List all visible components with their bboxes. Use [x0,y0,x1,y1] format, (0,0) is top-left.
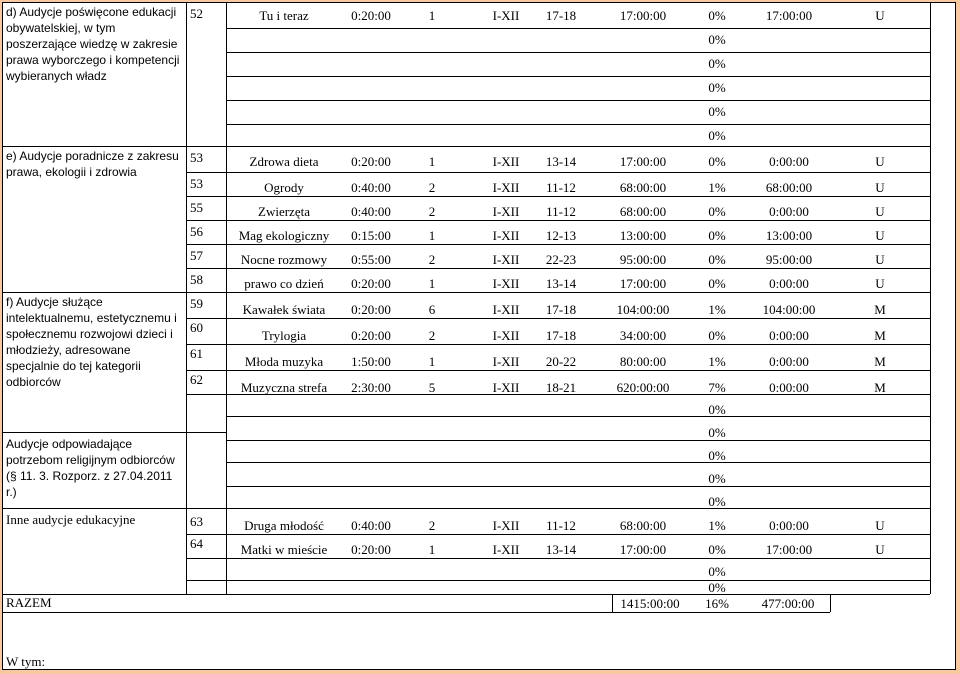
column-divider [226,2,227,594]
program-months: I-XII [492,228,520,243]
program-duration: 1:50:00 [351,354,391,369]
program-total-premiere: 17:00:00 [765,8,813,23]
empty-pct: 0% [708,448,726,463]
empty-pct: 0% [708,104,726,119]
program-total: 104:00:00 [616,302,670,317]
program-total: 17:00:00 [619,154,667,169]
program-pct: 1% [708,354,726,369]
program-code: M [874,380,886,395]
program-code: U [875,518,885,533]
program-hours: 13-14 [545,542,577,557]
empty-pct: 0% [708,494,726,509]
empty-pct: 0% [708,32,726,47]
summary-total-premiere: 477:00:00 [761,596,815,611]
empty-pct: 0% [708,580,726,595]
program-duration: 0:40:00 [351,204,391,219]
section-divider [2,612,614,613]
program-count: 2 [428,328,436,343]
program-hours: 13-14 [545,154,577,169]
program-months: I-XII [492,354,520,369]
program-title: Tu i teraz [259,8,309,23]
program-count: 2 [428,252,436,267]
row-line [186,292,930,293]
program-duration: 0:20:00 [351,542,391,557]
program-title: Matki w mieście [240,542,328,557]
column-divider [186,508,187,594]
program-code: U [875,228,885,243]
program-pct: 0% [708,252,726,267]
empty-pct: 0% [708,471,726,486]
program-title: Muzyczna strefa [240,380,328,395]
row-number: 52 [190,6,203,21]
section-divider [2,146,226,147]
program-count: 1 [428,154,436,169]
category-youth-development: f) Audycje służące intelektualnemu, estetycznemu i społecznemu rozwojowi dzieci i młodzieży, adresowane specjalnie do tej kategorii odbiorców [6,295,177,389]
program-months: I-XII [492,302,520,317]
program-total-premiere: 68:00:00 [765,180,813,195]
program-total-premiere: 104:00:00 [762,302,816,317]
program-title: Mag ekologiczny [238,228,330,243]
program-code: U [875,204,885,219]
summary-total: 1415:00:00 [620,596,680,611]
program-duration: 0:20:00 [351,328,391,343]
program-months: I-XII [492,252,520,267]
program-pct: 0% [708,276,726,291]
program-title: Trylogia [261,328,307,343]
program-months: I-XII [492,328,520,343]
column-divider [930,2,931,594]
program-title: Zdrowa dieta [249,154,319,169]
program-total-premiere: 0:00:00 [769,204,809,219]
program-total: 17:00:00 [619,8,667,23]
row-line [186,580,930,581]
row-line [226,416,930,417]
program-code: U [875,180,885,195]
program-total: 17:00:00 [619,542,667,557]
row-line [186,268,930,269]
program-code: U [875,8,885,23]
row-line [186,244,930,245]
program-total-premiere: 0:00:00 [769,380,809,395]
program-count: 1 [428,8,436,23]
row-line [226,146,930,147]
program-months: I-XII [492,380,520,395]
row-line [226,462,930,463]
including-label: W tym: [6,654,46,669]
program-hours: 13-14 [545,276,577,291]
program-title: prawo co dzień [244,276,324,291]
program-duration: 0:40:00 [351,518,391,533]
program-duration: 0:15:00 [351,228,391,243]
program-pct: 1% [708,518,726,533]
row-number: 63 [190,514,203,529]
program-pct: 0% [708,328,726,343]
row-line [186,318,930,319]
program-pct: 0% [708,204,726,219]
program-months: I-XII [492,180,520,195]
row-number: 64 [190,536,203,551]
row-line [186,220,930,221]
row-line [186,558,930,559]
program-total: 68:00:00 [619,204,667,219]
program-pct: 0% [708,228,726,243]
program-count: 2 [428,518,436,533]
empty-pct: 0% [708,564,726,579]
program-pct: 7% [708,380,726,395]
program-months: I-XII [492,154,520,169]
program-code: U [875,252,885,267]
row-number: 61 [190,346,203,361]
row-number: 53 [190,150,203,165]
program-total: 620:00:00 [616,380,670,395]
program-total: 80:00:00 [619,354,667,369]
program-hours: 17-18 [545,8,577,23]
row-line [226,100,930,101]
program-total-premiere: 0:00:00 [769,354,809,369]
category-civic-education: d) Audycje poświęcone edukacji obywatelskiej, w tym poszerzające wiedzę w zakresie prawa wyborczego i kompetencji wybieranych władz [6,5,180,83]
row-line [226,28,930,29]
program-hours: 12-13 [545,228,577,243]
program-pct: 0% [708,542,726,557]
program-duration: 0:20:00 [351,8,391,23]
program-total-premiere: 0:00:00 [769,518,809,533]
empty-pct: 0% [708,425,726,440]
program-total-premiere: 95:00:00 [765,252,813,267]
program-count: 1 [428,354,436,369]
program-code: M [874,328,886,343]
row-number: 55 [190,200,203,215]
empty-pct: 0% [708,80,726,95]
program-total: 34:00:00 [619,328,667,343]
program-code: U [875,276,885,291]
program-title: Nocne rozmowy [240,252,328,267]
category-other-educational: Inne audycje edukacyjne [6,512,136,527]
program-hours: 18-21 [545,380,577,395]
row-line [226,124,930,125]
row-number: 57 [190,248,203,263]
section-divider [612,612,830,613]
program-hours: 17-18 [545,328,577,343]
program-count: 2 [428,204,436,219]
program-hours: 11-12 [546,180,576,195]
row-line [226,486,930,487]
program-title: Zwierzęta [258,204,310,219]
program-months: I-XII [492,518,520,533]
program-hours: 22-23 [545,252,577,267]
program-hours: 20-22 [545,354,577,369]
program-hours: 11-12 [546,204,576,219]
empty-pct: 0% [708,128,726,143]
program-duration: 2:30:00 [351,380,391,395]
total-label: RAZEM [6,595,52,610]
program-title: Ogrody [264,180,304,195]
program-duration: 0:20:00 [351,154,391,169]
program-hours: 11-12 [546,518,576,533]
program-duration: 0:40:00 [351,180,391,195]
program-total-premiere: 13:00:00 [765,228,813,243]
program-duration: 0:55:00 [351,252,391,267]
row-number: 62 [190,372,203,387]
summary-pct: 16% [705,596,729,611]
program-total: 68:00:00 [619,180,667,195]
section-divider [2,432,226,433]
category-religious: Audycje odpowiadające potrzebom religijnym odbiorców (§ 11. 3. Rozporz. z 27.04.2011 r.) [6,437,175,499]
row-number: 60 [190,320,203,335]
program-months: I-XII [492,276,520,291]
row-line [186,344,930,345]
program-total-premiere: 0:00:00 [769,276,809,291]
program-title: Młoda muzyka [244,354,324,369]
row-number: 56 [190,224,203,239]
program-count: 1 [428,276,436,291]
column-divider [830,594,831,612]
program-hours: 17-18 [545,302,577,317]
program-total-premiere: 0:00:00 [769,328,809,343]
program-total: 68:00:00 [619,518,667,533]
row-number: 53 [190,176,203,191]
program-total-premiere: 0:00:00 [769,154,809,169]
program-duration: 0:20:00 [351,302,391,317]
program-count: 2 [428,180,436,195]
program-count: 1 [428,228,436,243]
empty-pct: 0% [708,402,726,417]
program-duration: 0:20:00 [351,276,391,291]
program-months: I-XII [492,542,520,557]
program-code: M [874,354,886,369]
program-pct: 1% [708,302,726,317]
program-count: 5 [428,380,436,395]
row-line [186,196,930,197]
empty-pct: 0% [708,56,726,71]
program-title: Kawałek świata [242,302,326,317]
program-months: I-XII [492,8,520,23]
row-line [226,52,930,53]
program-months: I-XII [492,204,520,219]
row-line [226,440,930,441]
row-line [186,534,930,535]
program-total: 13:00:00 [619,228,667,243]
row-number: 59 [190,296,203,311]
program-count: 6 [428,302,436,317]
program-title: Druga młodość [244,518,324,533]
program-pct: 1% [708,180,726,195]
row-line [226,76,930,77]
program-total: 17:00:00 [619,276,667,291]
program-count: 1 [428,542,436,557]
section-divider [2,508,930,509]
program-pct: 0% [708,154,726,169]
program-code: U [875,154,885,169]
program-code: U [875,542,885,557]
program-code: M [874,302,886,317]
program-total-premiere: 17:00:00 [765,542,813,557]
program-total: 95:00:00 [619,252,667,267]
program-pct: 0% [708,8,726,23]
row-line [186,370,930,371]
row-line [186,172,930,173]
category-advice-law-ecology-health: e) Audycje poradnicze z zakresu prawa, ekologii i zdrowia [6,149,179,179]
row-number: 58 [190,272,203,287]
